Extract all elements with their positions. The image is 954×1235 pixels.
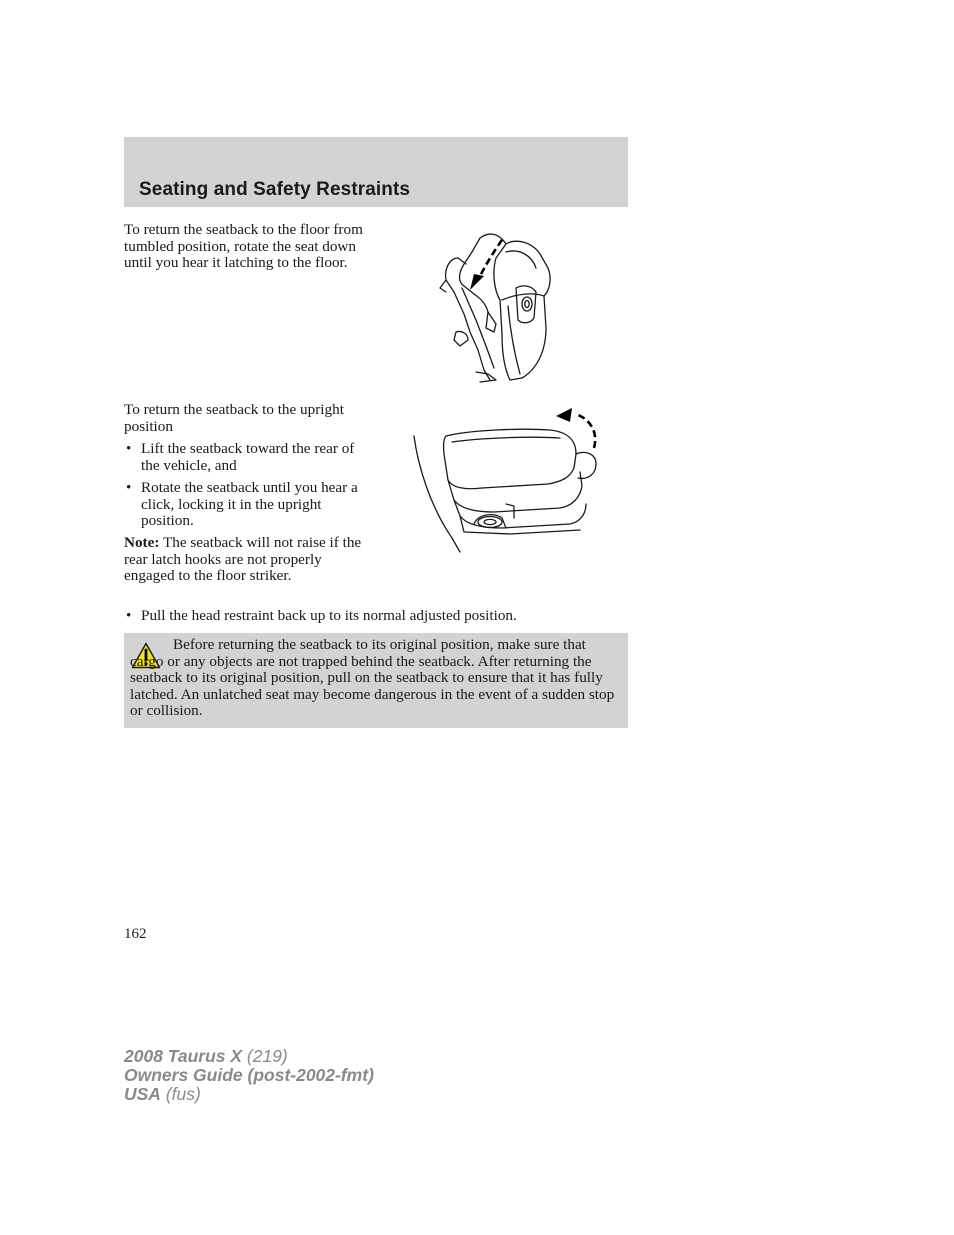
- footer-guide: Owners Guide (post-2002-fmt): [124, 1065, 374, 1085]
- bullet-dot: •: [126, 479, 132, 497]
- list-item: [124, 608, 624, 625]
- step-text: Lift the seatback toward the rear of the vehicle, and: [141, 440, 355, 474]
- upright-intro-paragraph: To return the seatback to the upright position: [124, 401, 344, 435]
- tumbled-return-paragraph: To return the seatback to the floor from tumbled position, rotate the seat down until you hear it latching to the floor.: [124, 221, 363, 272]
- bullet-dot: •: [126, 440, 132, 457]
- section-title: Seating and Safety Restraints: [139, 179, 411, 200]
- document-footer: [124, 1047, 374, 1104]
- bullet-dot: •: [126, 607, 132, 624]
- warning-text: Before returning the seatback to its original position, make sure that cargo or any objects are not trapped behind the seatback. After returning the seatback to its original position, pull on the seatback to ensure that it has fully latched. An unlatched seat may become dangerous in the event of a sudden stop or collision.: [130, 636, 615, 720]
- note-paragraph: [124, 535, 374, 585]
- footer-market: USA: [124, 1084, 161, 1104]
- final-step-list: [124, 608, 624, 631]
- upright-seat-illustration: [410, 406, 610, 556]
- section-header-band: [124, 137, 628, 207]
- note-text: The seatback will not raise if the rear latch hooks are not properly engaged to the floor striker.: [124, 534, 362, 585]
- list-item: [124, 480, 374, 530]
- footer-model: 2008 Taurus X: [124, 1046, 243, 1066]
- note-label: Note:: [124, 534, 160, 551]
- footer-model-code: (219): [242, 1046, 288, 1066]
- tumbled-seat-illustration: [436, 228, 560, 384]
- warning-box: [124, 633, 628, 728]
- list-item: [124, 441, 374, 474]
- step-text: Rotate the seatback until you hear a click, locking it in the upright position.: [141, 479, 358, 530]
- step-text: Pull the head restraint back up to its normal adjusted position.: [141, 607, 517, 624]
- footer-market-code: (fus): [160, 1084, 201, 1104]
- footer-line-model: [124, 1047, 374, 1066]
- footer-line-market: [124, 1085, 374, 1104]
- page-number: 162: [124, 926, 147, 942]
- upright-steps-list: [124, 441, 374, 536]
